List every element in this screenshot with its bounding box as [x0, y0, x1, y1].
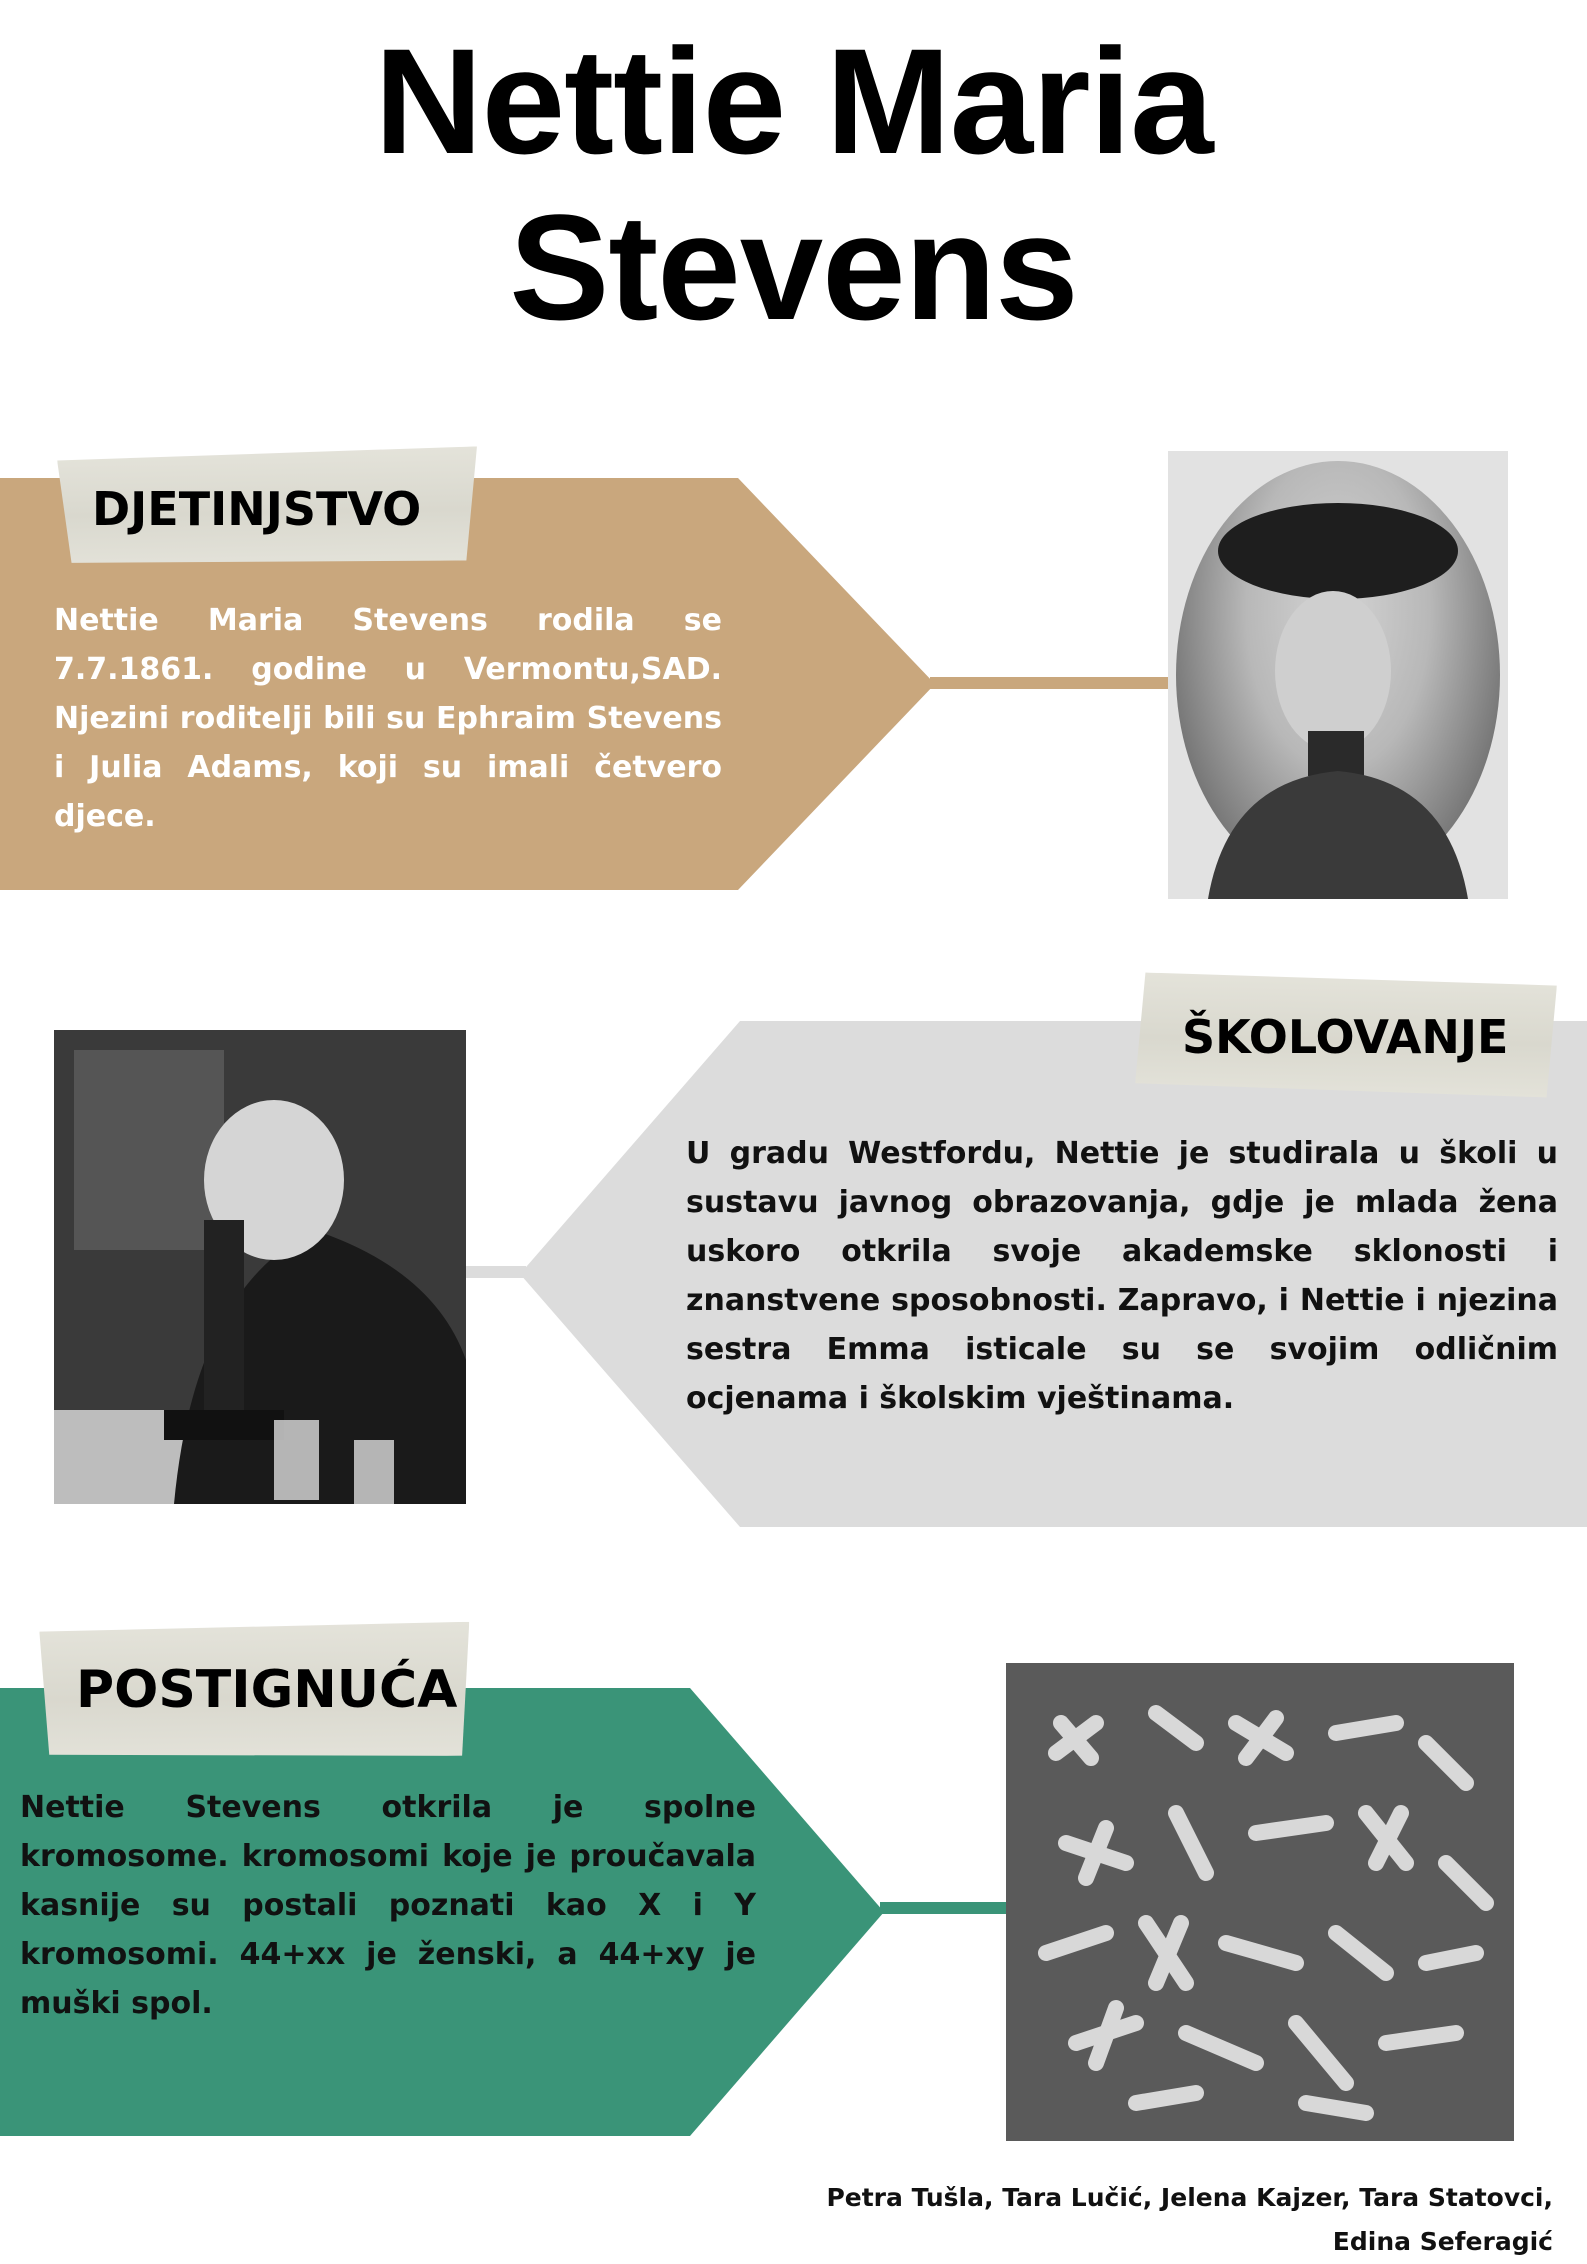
page-title [0, 18, 1587, 350]
authors-line-1: Petra Tušla, Tara Lučić, Jelena Kajzer, Tara Statovci, [826, 2183, 1553, 2212]
microscope-scene-icon [54, 1030, 466, 1504]
childhood-connector-line [930, 677, 1168, 689]
authors-line-2: Edina Seferagić [1332, 2227, 1553, 2256]
authors-credit [653, 2176, 1553, 2264]
achievements-body-text: Nettie Stevens otkrila je spolne kromosome. kromosomi koje je proučavala kasnije su postali poznati kao X i Y kromosomi. 44+xx je ženski, a 44+xy je muški spol. [20, 1790, 756, 2021]
childhood-body-text: Nettie Maria Stevens rodila se 7.7.1861. godine u Vermontu,SAD. Njezini roditelji bili su Ephraim Stevens i Julia Adams, koji su imali četvero djece. [54, 603, 722, 834]
education-connector-line [466, 1266, 526, 1278]
chromosomes-photo [1006, 1663, 1514, 2141]
childhood-heading: DJETINJSTVO [92, 482, 422, 536]
education-body-text: U gradu Westfordu, Nettie je studirala u školi u sustavu javnog obrazovanja, gdje je mlada žena uskoro otkrila svoje akademske sklonosti i znanstvene sposobnosti. Zapravo, i Nettie i njezina sestra Emma isticale su se svojim odličnim ocjenama i školskim vještinama. [686, 1136, 1558, 1416]
achievements-heading: POSTIGNUĆA [76, 1660, 458, 1720]
achievements-connector-line [880, 1902, 1006, 1914]
microscope-photo [54, 1030, 466, 1504]
chromosomes-icon [1006, 1663, 1514, 2141]
title-line-1: Nettie Maria [374, 17, 1213, 185]
title-line-2: Stevens [509, 183, 1078, 351]
education-heading: ŠKOLOVANJE [1182, 1010, 1509, 1064]
woman-portrait-icon [1168, 451, 1508, 899]
portrait-photo [1168, 451, 1508, 899]
